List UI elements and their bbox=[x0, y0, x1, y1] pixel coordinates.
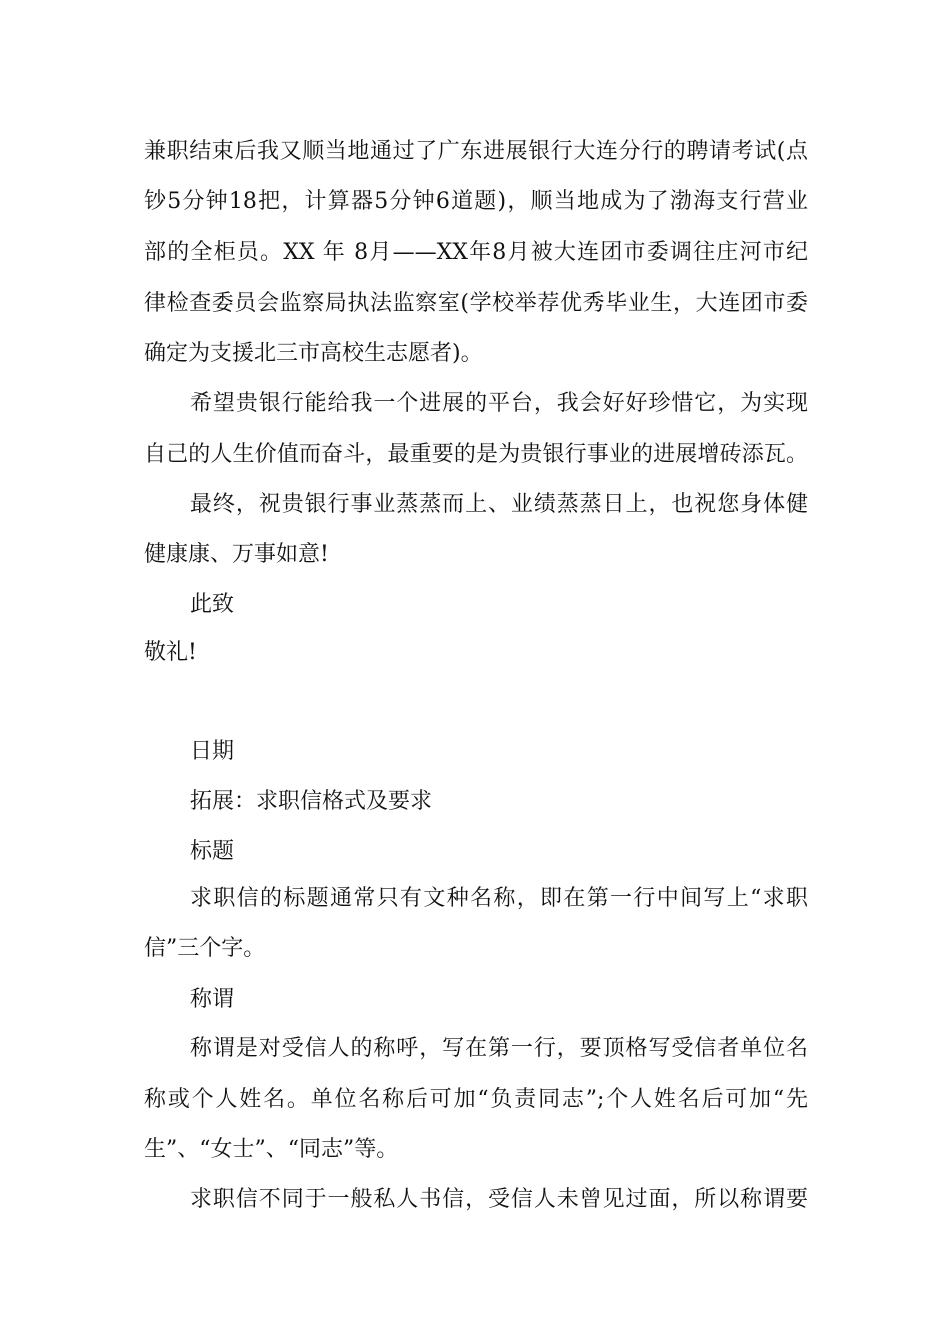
paragraph-line: 兼职结束后我又顺当地通过了广东进展银行大连分行的聘请考试(点 bbox=[144, 139, 808, 164]
paragraph-line: 律检查委员会监察局执法监察室(学校举荐优秀毕业生，大连团市委 bbox=[144, 291, 808, 316]
paragraph-line: 自己的人生价值而奋斗，最重要的是为贵银行事业的进展增砖添瓦。 bbox=[144, 442, 808, 467]
paragraph-line: 称谓是对受信人的称呼，写在第一行，要顶格写受信者单位名 bbox=[190, 1036, 808, 1061]
section-heading: 拓展：求职信格式及要求 bbox=[190, 789, 433, 814]
paragraph-line: 希望贵银行能给我一个进展的平台，我会好好珍惜它，为实现 bbox=[190, 391, 808, 416]
date-label: 日期 bbox=[190, 739, 235, 764]
closing-regards: 敬礼! bbox=[144, 640, 197, 665]
paragraph-line: 称或个人姓名。单位名称后可加“负责同志”;个人姓名后可加“先 bbox=[144, 1087, 808, 1112]
paragraph-line: 健康康、万事如意! bbox=[144, 542, 329, 567]
subsection-heading: 称谓 bbox=[190, 987, 235, 1012]
closing-salutation: 此致 bbox=[190, 592, 235, 617]
paragraph-line: 信”三个字。 bbox=[144, 936, 266, 961]
paragraph-line: 求职信不同于一般私人书信，受信人未曾见过面，所以称谓要 bbox=[190, 1187, 808, 1212]
paragraph-line: 部的全柜员。XX 年 8月——XX年8月被大连团市委调往庄河市纪 bbox=[144, 240, 808, 265]
paragraph-line: 生”、“女士”、“同志”等。 bbox=[144, 1137, 399, 1162]
paragraph-line: 最终，祝贵银行事业蒸蒸而上、业绩蒸蒸日上，也祝您身体健 bbox=[190, 492, 808, 517]
paragraph-line: 钞5分钟18把，计算器5分钟6道题)，顺当地成为了渤海支行营业 bbox=[144, 189, 808, 214]
paragraph-line: 确定为支援北三市高校生志愿者)。 bbox=[144, 341, 483, 366]
subsection-heading: 标题 bbox=[190, 839, 235, 864]
paragraph-line: 求职信的标题通常只有文种名称，即在第一行中间写上“求职 bbox=[190, 886, 808, 911]
